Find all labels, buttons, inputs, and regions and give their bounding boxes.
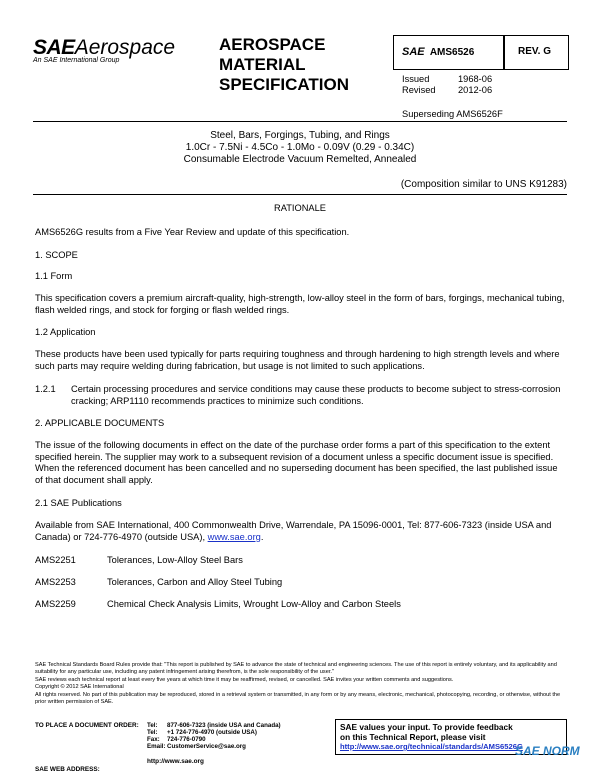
revised-value: 2012-06 xyxy=(458,85,493,95)
web-label: SAE WEB ADDRESS: xyxy=(35,766,100,773)
issued-label: Issued xyxy=(402,74,430,84)
reference-code: AMS2253 xyxy=(35,577,76,587)
contact-value: +1 724-776-4970 (outside USA) xyxy=(167,729,257,736)
contact-label: Fax: xyxy=(147,736,160,743)
doc-type-title xyxy=(219,35,389,95)
footer-para-3: All rights reserved. No part of this publication may be reproduced, stored in a retrieval system or transmitted, in any form or by any means, electronic, mechanical, photocopying, recording, or otherwise, without the prior written permission of SAE. xyxy=(35,692,561,705)
footer-para-2: SAE reviews each technical report at least every five years at which time it may be reaffirmed, revised, or cancelled. SAE invites your written comments and suggestions. xyxy=(35,676,454,683)
feedback-line-2: on this Technical Report, please visit xyxy=(340,732,486,742)
section-2-1-text xyxy=(35,520,567,543)
section-1-heading: 1. SCOPE xyxy=(35,250,78,260)
section-1-1-text: This specification covers a premium aircraft-quality, high-strength, low-alloy steel in the form of bars, forgings, mechanical tubing, flash welded rings, and stock for forging or flash welded rings. xyxy=(35,293,565,315)
revised-row xyxy=(402,85,492,95)
web-value[interactable]: http://www.sae.org xyxy=(147,758,204,765)
rationale-text: AMS6526G results from a Five Year Review and update of this specification. xyxy=(35,227,350,237)
logo-tagline: An SAE International Group xyxy=(33,57,120,64)
reference-code: AMS2259 xyxy=(35,599,76,609)
reference-row xyxy=(35,577,567,599)
reference-code: AMS2251 xyxy=(35,555,76,565)
subject-divider xyxy=(33,194,567,195)
reference-title: Tolerances, Carbon and Alloy Steel Tubing xyxy=(107,577,283,587)
section-1-2-heading: 1.2 Application xyxy=(35,327,96,337)
order-label: TO PLACE A DOCUMENT ORDER: xyxy=(35,722,139,729)
section-1-2-1-text: Certain processing procedures and service conditions may cause these products to become subject to stress-corrosion cracking; ARP1110 recommends practices to minimize such conditions. xyxy=(71,384,561,406)
contact-row xyxy=(147,736,337,743)
reference-row xyxy=(35,555,567,577)
rationale-title: RATIONALE xyxy=(273,203,326,213)
doc-id xyxy=(402,46,474,58)
contact-label: Tel: xyxy=(147,729,158,736)
title-line-3: SPECIFICATION xyxy=(219,75,350,94)
revised-label: Revised xyxy=(402,85,436,95)
section-1-2-1-number: 1.2.1 xyxy=(35,384,56,394)
footer-legal xyxy=(35,662,567,706)
footer-para-1: SAE Technical Standards Board Rules provide that: "This report is published by SAE to advance the state of technical and engineering sciences. The use of this report is entirely voluntary, and its applicability and suitability for any particular use, including any patent infringement arising therefrom, is the sole responsibility of the user." xyxy=(35,662,557,675)
reference-title: Chemical Check Analysis Limits, Wrought Low-Alloy and Carbon Steels xyxy=(107,599,401,609)
issued-row xyxy=(402,74,492,84)
doc-id-number: AMS6526 xyxy=(429,47,475,58)
section-2-heading: 2. APPLICABLE DOCUMENTS xyxy=(35,418,165,428)
section-2-1-heading: 2.1 SAE Publications xyxy=(35,498,122,508)
sae-address-end: . xyxy=(260,531,264,542)
contact-label: Tel: xyxy=(147,722,158,729)
contact-value: 724-776-0790 xyxy=(167,736,206,743)
reference-title: Tolerances, Low-Alloy Steel Bars xyxy=(107,555,243,565)
composition-note: (Composition similar to UNS K91283) xyxy=(400,179,567,190)
section-1-2-text: These products have been used typically for parts requiring toughness and through hardening to high strength levels and where such parts may require welding during fabrication, but usage is not limited to such applications. xyxy=(35,349,560,371)
section-2-text: The issue of the following documents in effect on the date of the purchase order forms a part of this specification to the extent specified herein. The supplier may work to a subsequent revision of a document unless a specific document issue is specified. When the referenced document has been cancelled and no superseding document has been specified, the last published issue of that document shall apply. xyxy=(35,440,558,485)
logo-brand: SAE xyxy=(33,36,75,59)
contact-row xyxy=(147,729,337,736)
superseding: Superseding AMS6526F xyxy=(402,109,503,119)
sae-address-text: Available from SAE International, 400 Commonwealth Drive, Warrendale, PA 15096-0001, Tel: 877-606-7323 (inside USA and Canada) or 724-776-4970 (outside USA), xyxy=(35,520,552,542)
title-line-2: MATERIAL xyxy=(219,55,306,74)
contact-value: 877-606-7323 (inside USA and Canada) xyxy=(167,722,281,729)
title-line-1: AEROSPACE xyxy=(219,35,326,54)
section-1-1-heading: 1.1 Form xyxy=(35,271,73,281)
web-address-row xyxy=(35,758,335,776)
issued-value: 1968-06 xyxy=(458,74,493,84)
sae-website-link[interactable]: www.sae.org xyxy=(207,531,261,542)
subject-line-2: 1.0Cr - 7.5Ni - 4.5Co - 1.0Mo - 0.09V (0.29 - 0.34C) xyxy=(185,142,415,153)
rev-label: REV. G xyxy=(518,46,551,57)
contact-list xyxy=(147,722,337,750)
doc-id-prefix: SAE xyxy=(402,46,425,58)
header-logo xyxy=(33,36,203,64)
contact-row xyxy=(147,722,337,729)
contact-value: CustomerService@sae.org xyxy=(167,743,246,750)
feedback-line-1: SAE values your input. To provide feedback xyxy=(340,722,513,732)
subject-line-3: Consumable Electrode Vacuum Remelted, Annealed xyxy=(183,154,417,165)
subject-line-1: Steel, Bars, Forgings, Tubing, and Rings xyxy=(210,130,390,141)
footer-copyright: Copyright © 2012 SAE International xyxy=(35,684,124,691)
subject-block xyxy=(33,130,567,166)
logo-name: Aerospace xyxy=(74,36,176,59)
contact-row xyxy=(147,743,337,750)
reference-row xyxy=(35,599,567,621)
header-divider xyxy=(33,121,567,122)
contact-label: Email: xyxy=(147,743,166,750)
reference-list xyxy=(35,555,567,621)
watermark-stamp: SAE NORM xyxy=(515,744,580,758)
feedback-link[interactable]: http://www.sae.org/technical/standards/AMS6526G xyxy=(340,742,523,751)
